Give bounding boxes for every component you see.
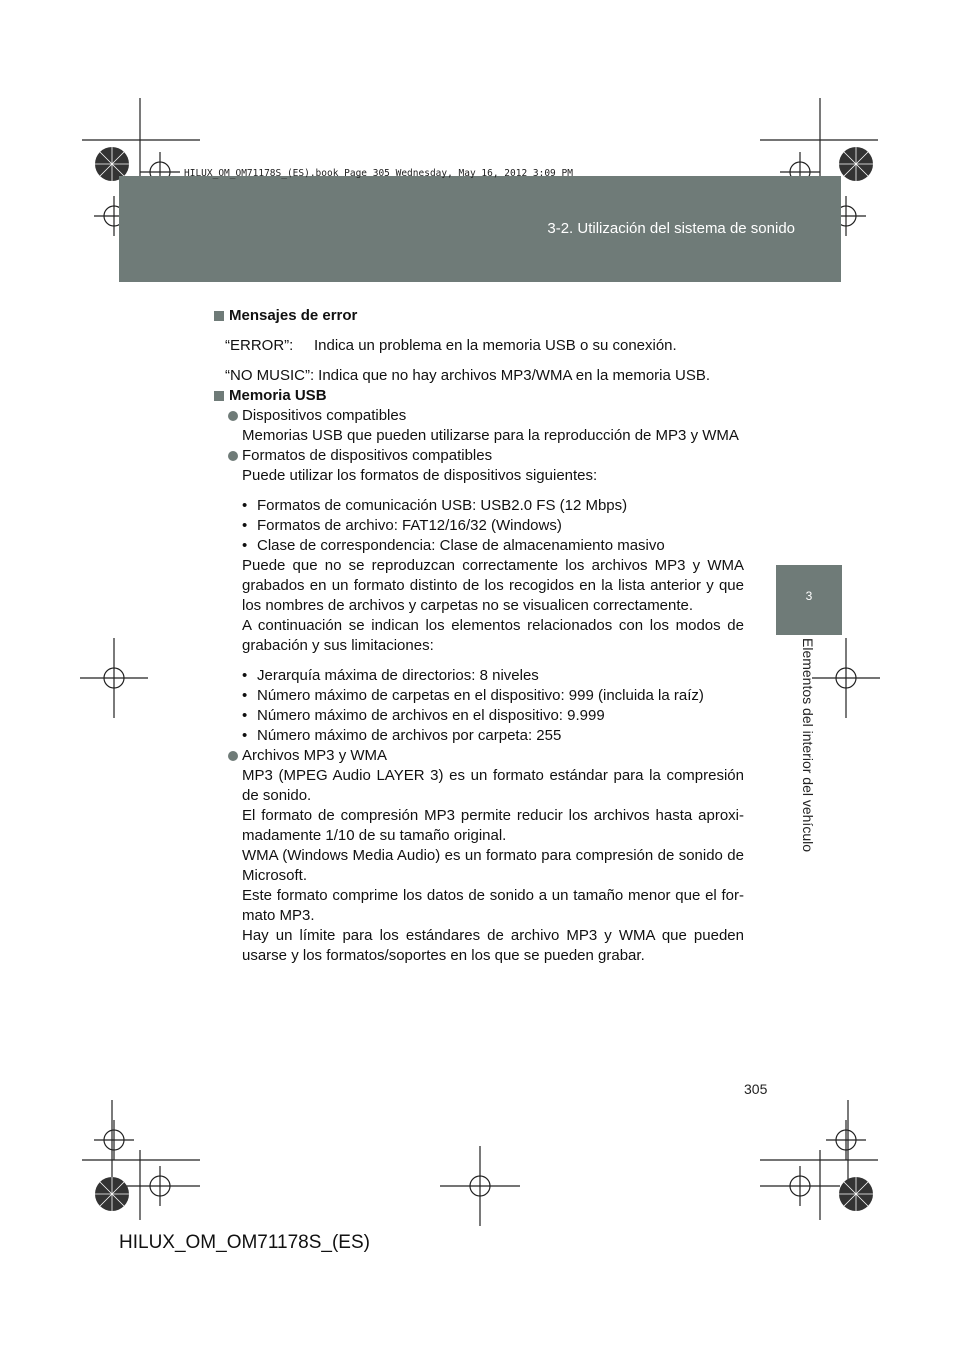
paragraph: El formato de compresión MP3 permite reducir los archivos hasta aproxi-madamente 1/10 de su tamaño original. — [242, 807, 744, 844]
section-header-bar — [119, 176, 841, 282]
format-list — [212, 496, 744, 556]
subheading-device-formats: Formatos de dispositivos compatibles — [212, 446, 744, 466]
paragraph: Puede que no se reproduzcan correctamente los archivos MP3 y WMA grabados en un formato distinto de los recogidos en la lista anterior y que los nombres de archivos y carpetas no se visualicen correctamente. — [242, 557, 744, 614]
subheading-compatible-devices: Dispositivos compatibles — [212, 406, 744, 426]
error-value: Indica un problema en la memoria USB o su conexión. — [314, 337, 677, 354]
paragraph: A continuación se indican los elementos relacionados con los modos de grabación y sus limitaciones: — [242, 617, 744, 654]
section-title: 3-2. Utilización del sistema de sonido — [547, 220, 795, 237]
paragraph: Memorias USB que pueden utilizarse para la reproducción de MP3 y WMA — [242, 427, 739, 444]
error-key: “ERROR”: — [225, 337, 294, 354]
chapter-tab — [776, 565, 842, 635]
limits-list — [212, 666, 744, 746]
list-item: • Número máximo de archivos por carpeta: 255 — [212, 726, 744, 746]
error-key: “NO MUSIC”: — [225, 367, 315, 384]
error-row — [212, 366, 744, 386]
error-row — [212, 336, 744, 356]
paragraph: Hay un límite para los estándares de archivo MP3 y WMA que pueden usarse y los formatos/soportes en los que se pueden grabar. — [242, 927, 744, 964]
subheading-mp3-wma: Archivos MP3 y WMA — [212, 746, 744, 766]
page-content — [212, 306, 744, 966]
paragraph: Puede utilizar los formatos de dispositivos siguientes: — [242, 467, 598, 484]
heading-error-messages: Mensajes de error — [212, 306, 744, 326]
chapter-label-text: Elementos del interior del vehículo — [800, 638, 816, 853]
chapter-label — [793, 638, 823, 878]
list-item: • Formatos de archivo: FAT12/16/32 (Windows) — [212, 516, 744, 536]
document-code: HILUX_OM_OM71178S_(ES) — [119, 1232, 370, 1253]
paragraph: MP3 (MPEG Audio LAYER 3) es un formato estándar para la compresión de sonido. — [242, 767, 744, 804]
list-item: • Clase de correspondencia: Clase de almacenamiento masivo — [212, 536, 744, 556]
list-item: • Formatos de comunicación USB: USB2.0 FS (12 Mbps) — [212, 496, 744, 516]
error-value: Indica que no hay archivos MP3/WMA en la memoria USB. — [318, 367, 711, 384]
paragraph: WMA (Windows Media Audio) es un formato para compresión de sonido de Microsoft. — [242, 847, 744, 884]
list-item: • Jerarquía máxima de directorios: 8 niveles — [212, 666, 744, 686]
list-item: • Número máximo de carpetas en el dispositivo: 999 (incluida la raíz) — [212, 686, 744, 706]
page-number: 305 — [744, 1081, 768, 1097]
list-item: • Número máximo de archivos en el dispositivo: 9.999 — [212, 706, 744, 726]
print-info: HILUX_OM_OM71178S_(ES).book Page 305 Wednesday, May 16, 2012 3:09 PM — [184, 168, 573, 179]
heading-usb-memory: Memoria USB — [212, 386, 744, 406]
paragraph: Este formato comprime los datos de sonido a un tamaño menor que el for-mato MP3. — [242, 887, 744, 924]
chapter-number: 3 — [805, 589, 813, 603]
